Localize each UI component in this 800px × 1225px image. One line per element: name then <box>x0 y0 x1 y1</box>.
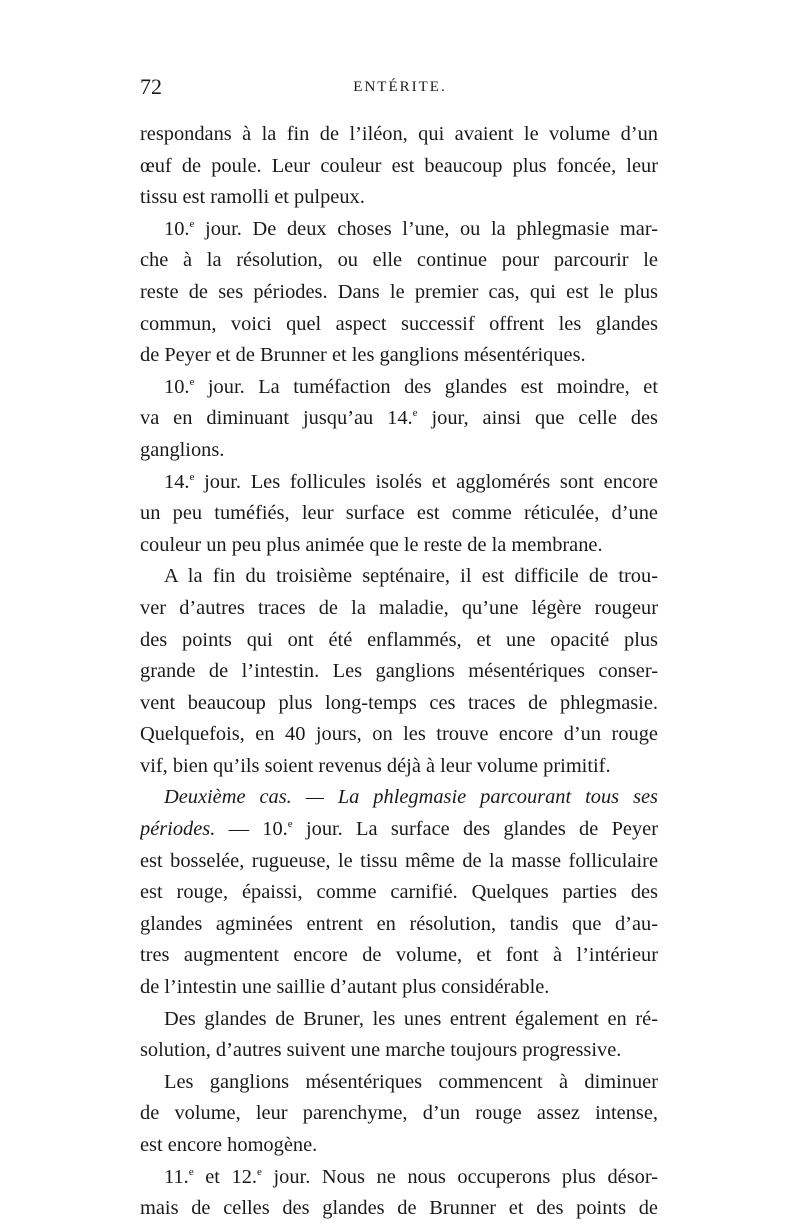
text-line <box>140 814 658 846</box>
text-segment: de Peyer et de Brunner et les ganglions mésentériques. <box>140 344 586 367</box>
page-number: 72 <box>140 74 162 99</box>
text-line <box>140 656 658 688</box>
text-line <box>140 940 658 972</box>
body-text <box>140 119 658 1225</box>
text-segment: jour. De deux choses l’une, ou la phlegmasie mar- <box>194 217 658 240</box>
text-segment: — 10. <box>215 818 288 841</box>
text-segment: solution, d’autres suivent une marche toujours progressive. <box>140 1039 622 1062</box>
text-segment: vent beaucoup plus long-temps ces traces de phlegmasie. <box>140 691 658 714</box>
text-line <box>140 182 658 214</box>
superscript: e <box>412 407 418 420</box>
text-line <box>140 467 658 499</box>
text-segment: et 12. <box>193 1165 257 1188</box>
superscript: e <box>188 1165 194 1178</box>
text-segment: tissu est ramolli et pulpeux. <box>140 186 365 209</box>
text-line <box>140 498 658 530</box>
text-segment: 14. <box>164 470 190 493</box>
text-line <box>140 751 658 783</box>
text-line <box>140 1098 658 1130</box>
text-segment: un peu tuméfiés, leur surface est comme réticulée, d’une <box>140 502 658 525</box>
text-segment: ver d’autres traces de la maladie, qu’une légère rougeur <box>140 596 658 619</box>
superscript: e <box>189 375 195 388</box>
text-line <box>140 340 658 372</box>
text-segment: A la fin du troisième septénaire, il est difficile de trou- <box>164 565 658 588</box>
text-line <box>140 403 658 435</box>
text-line <box>140 119 658 151</box>
superscript: e <box>287 818 293 831</box>
text-line <box>140 309 658 341</box>
running-title: ENTÉRITE. <box>353 79 447 95</box>
text-segment: de volume, leur parenchyme, d’un rouge assez intense, <box>140 1102 658 1125</box>
text-line <box>140 1067 658 1099</box>
text-segment: va en diminuant jusqu’au 14. <box>140 407 413 430</box>
text-segment: œuf de poule. Leur couleur est beaucoup plus foncée, leur <box>140 154 658 177</box>
text-segment: respondans à la fin de l’iléon, qui avaient le volume d’un <box>140 123 658 145</box>
text-line <box>140 782 658 814</box>
text-line <box>140 877 658 909</box>
superscript: e <box>189 217 195 230</box>
text-line <box>140 972 658 1004</box>
text-line <box>140 214 658 246</box>
text-segment: est bosselée, rugueuse, le tissu même de la masse folliculaire <box>140 849 658 872</box>
text-segment: de l’intestin une saillie d’autant plus considérable. <box>140 976 550 999</box>
text-line <box>140 1004 658 1036</box>
text-segment: reste de ses périodes. Dans le premier cas, qui est le plus <box>140 280 658 303</box>
text-line <box>140 909 658 941</box>
text-segment: jour. Les follicules isolés et agglomérés sont encore <box>194 470 658 493</box>
text-line <box>140 561 658 593</box>
italic-text: périodes. <box>140 818 216 841</box>
text-segment: des points qui ont été enflammés, et une opacité plus <box>140 628 658 651</box>
text-segment: 11. <box>164 1165 189 1188</box>
text-line <box>140 530 658 562</box>
text-line <box>140 625 658 657</box>
text-segment: jour, ainsi que celle des <box>417 407 658 430</box>
text-line <box>140 277 658 309</box>
text-line <box>140 1035 658 1067</box>
text-segment: Quelquefois, en 40 jours, on les trouve encore d’un rouge <box>140 723 658 746</box>
superscript: e <box>257 1165 262 1178</box>
text-segment: est encore homogène. <box>140 1134 318 1156</box>
text-line <box>140 245 658 277</box>
text-line <box>140 593 658 625</box>
text-segment: glandes agminées entrent en résolution, tandis que d’au- <box>140 912 658 935</box>
text-line <box>140 1193 658 1225</box>
text-segment: ganglions. <box>140 438 225 461</box>
text-segment: 10. <box>164 375 190 398</box>
text-segment: vif, bien qu’ils soient revenus déjà à leur volume primitif. <box>140 754 611 777</box>
text-line <box>140 435 658 467</box>
text-segment: grande de l’intestin. Les ganglions mésentériques conser- <box>140 660 658 683</box>
text-line <box>140 719 658 751</box>
text-segment: jour. Nous ne nous occuperons plus désor- <box>261 1165 658 1188</box>
text-line <box>140 372 658 404</box>
text-segment: jour. La surface des glandes de Peyer <box>292 818 658 841</box>
text-line <box>140 1162 658 1194</box>
text-segment: commun, voici quel aspect successif offrent les glandes <box>140 312 658 335</box>
text-segment: couleur un peu plus animée que le reste de la membrane. <box>140 533 603 556</box>
text-segment: tres augmentent encore de volume, et font à l’intérieur <box>140 944 658 967</box>
text-segment: jour. La tuméfaction des glandes est moindre, et <box>194 375 658 398</box>
text-segment: 10. <box>164 217 190 240</box>
text-segment: est rouge, épaissi, comme carnifié. Quelques parties des <box>140 881 658 904</box>
text-line <box>140 688 658 720</box>
italic-text: Deuxième cas. — La phlegmasie parcourant tous ses <box>164 786 658 809</box>
text-line <box>140 1130 658 1162</box>
superscript: e <box>189 470 195 483</box>
text-segment: che à la résolution, ou elle continue pour parcourir le <box>140 249 658 272</box>
text-segment: mais de celles des glandes de Brunner et des points de <box>140 1197 658 1220</box>
text-segment: Des glandes de Bruner, les unes entrent également en ré- <box>164 1007 658 1030</box>
text-line <box>140 846 658 878</box>
text-line <box>140 151 658 183</box>
text-segment: Les ganglions mésentériques commencent à diminuer <box>164 1070 658 1093</box>
